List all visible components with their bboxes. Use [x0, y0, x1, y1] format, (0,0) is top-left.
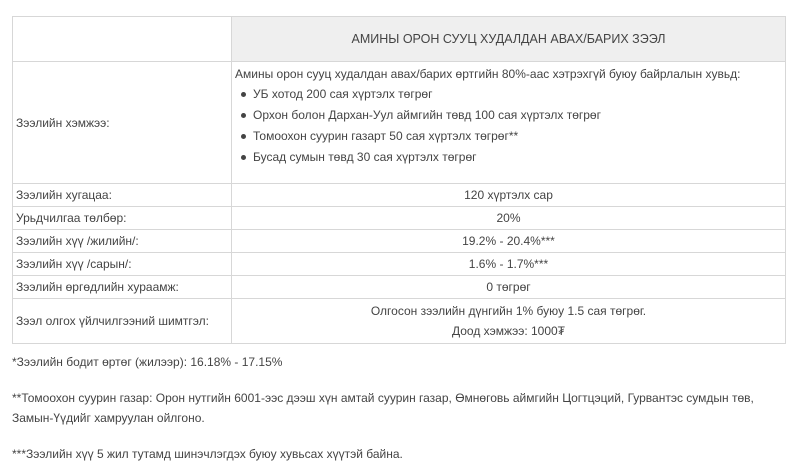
row-value: 1.6% - 1.7%*** [232, 253, 786, 276]
list-item: Бусад сумын төвд 30 сая хүртэлх төгрөг [253, 147, 782, 168]
service-fee-value [232, 299, 786, 344]
service-fee-line: Олгосон зээлийн дүнгийн 1% буюу 1.5 сая төгрөг. [370, 304, 647, 318]
list-item: Томоохон суурин газарт 50 сая хүртэлх төгрөг** [253, 126, 782, 147]
row-label: Урьдчилгаа төлбөр: [13, 207, 232, 230]
header-empty-cell [13, 17, 232, 62]
row-value: 20% [232, 207, 786, 230]
row-label: Зээлийн өргөдлийн хураамж: [13, 276, 232, 299]
table-title: АМИНЫ ОРОН СУУЦ ХУДАЛДАН АВАХ/БАРИХ ЗЭЭЛ [232, 17, 786, 62]
row-label: Зээлийн хүү /жилийн/: [13, 230, 232, 253]
table-row-loan-amount [13, 62, 786, 184]
list-item: УБ хотод 200 сая хүртэлх төгрөг [253, 84, 782, 105]
table-row-loan-term [13, 184, 786, 207]
table-row-down-payment [13, 207, 786, 230]
table-header-row [13, 17, 786, 62]
table-row-service-fee [13, 299, 786, 344]
loan-amount-label: Зээлийн хэмжээ: [13, 62, 232, 184]
loan-amount-value [232, 62, 786, 184]
row-value: 120 хүртэлх сар [232, 184, 786, 207]
footnote-effective-rate: *Зээлийн бодит өртөг (жилээр): 16.18% - 17.15% [12, 355, 283, 369]
list-item: Орхон болон Дархан-Уул аймгийн төвд 100 сая хүртэлх төгрөг [253, 105, 782, 126]
row-label: Зээлийн хүү /сарын/: [13, 253, 232, 276]
loan-amount-intro: Амины орон сууц худалдан авах/барих өртгийн 80%-аас хэтрэхгүй буюу байрлалын хувьд: [235, 67, 741, 81]
row-value: 0 төгрөг [232, 276, 786, 299]
table-row-monthly-rate [13, 253, 786, 276]
table-row-application-fee [13, 276, 786, 299]
loan-amount-list [235, 84, 782, 168]
table-row-annual-rate [13, 230, 786, 253]
service-fee-minimum: Доод хэмжээ: 1000₮ [451, 324, 566, 338]
footnote-large-settlement: **Томоохон суурин газар: Орон нутгийн 6001-ээс дээш хүн амтай суурин газар, Өмнөговь аймгийн Цогтцэций, Гурвантэс сумдын төв, Замын-Үүдийг хамруулан ойлгоно. [12, 391, 754, 425]
footnote-variable-rate: ***Зээлийн хүү 5 жил тутамд шинэчлэгдэх буюу хувьсах хүүтэй байна. [12, 447, 403, 461]
row-value: 19.2% - 20.4%*** [232, 230, 786, 253]
row-label: Зээлийн хугацаа: [13, 184, 232, 207]
service-fee-label: Зээл олгох үйлчилгээний шимтгэл: [13, 299, 232, 344]
loan-terms-table [12, 16, 786, 344]
